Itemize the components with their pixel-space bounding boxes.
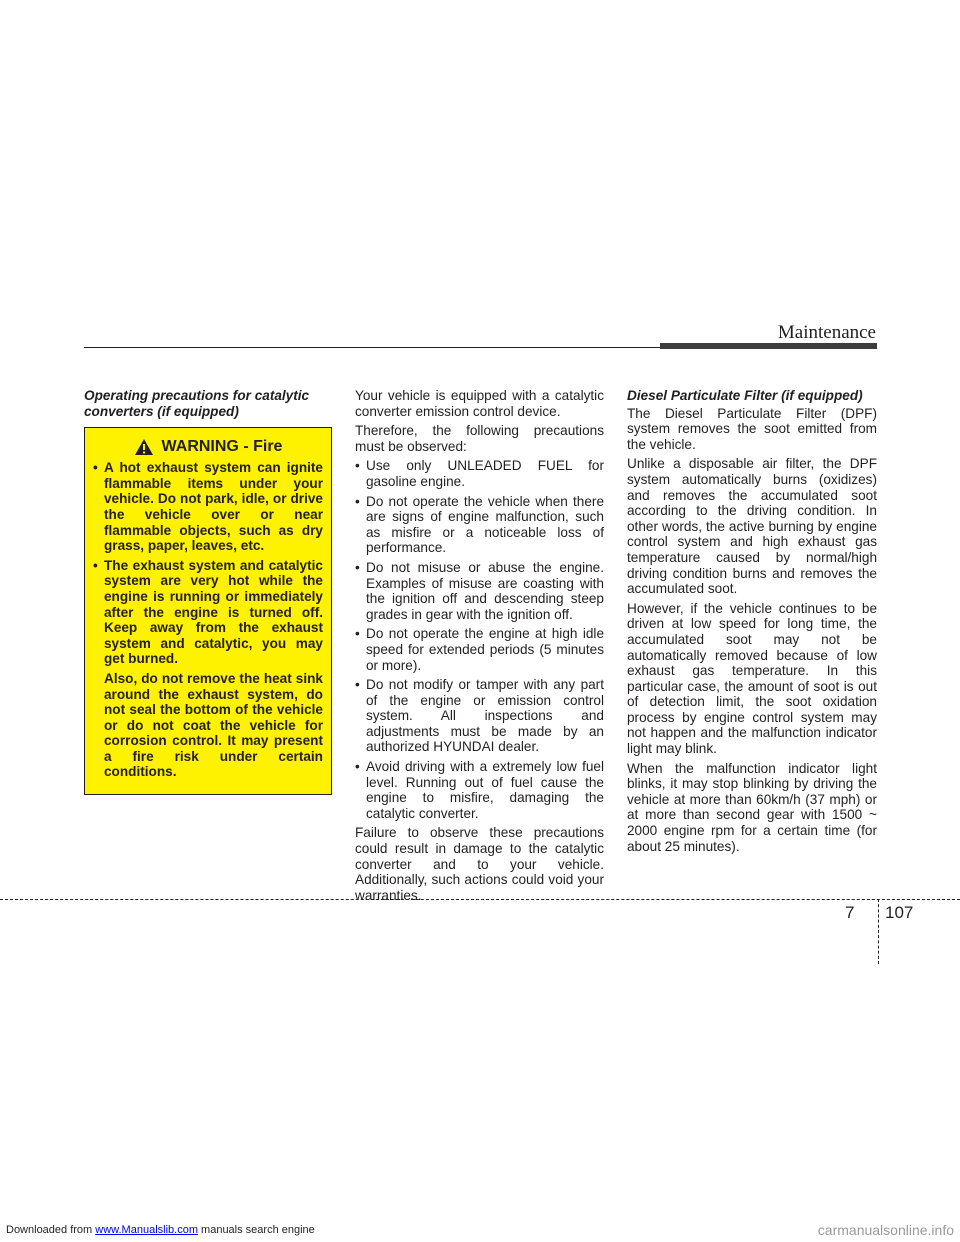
precautions-lead: Therefore, the following precautions must be observed: [355,423,604,454]
column-right [627,388,877,858]
list-item: • Do not misuse or abuse the engine. Examples of misuse are coasting with the ignition off and descending steep grades in gear with the ignition off. [355,560,604,622]
list-item: • Do not operate the vehicle when there are signs of engine malfunction, such as misfire or a noticeable loss of performance. [355,494,604,556]
catalytic-heading: Operating precautions for catalytic converters (if equipped) [84,388,310,419]
precautions-list [355,458,604,821]
header-rule-thick [660,343,877,349]
catalytic-intro: Your vehicle is equipped with a catalytic converter emission control device. [355,388,604,419]
warning-header [93,438,323,456]
list-item: • Do not modify or tamper with any part of the engine or emission control system. All inspections and adjustments must be made by an authorized HYUNDAI dealer. [355,677,604,755]
dpf-paragraph: Unlike a disposable air filter, the DPF system automatically burns (oxidizes) and removes the accumulated soot according to the driving condition. In other words, the active burning by engine control system and high exhaust gas temperature caused by normal/high driving condition burns and removes the accumulated soot. [627,456,877,597]
page-number: 107 [885,903,914,922]
warning-box [84,427,332,795]
list-item: • Use only UNLEADED FUEL for gasoline engine. [355,458,604,489]
dpf-paragraph: When the malfunction indicator light blinks, it may stop blinking by driving the vehicle at more than 60km/h (37 mph) or at more than second gear with 1500 ~ 2000 engine rpm for a certain time (for about 25 minutes). [627,760,877,854]
warning-item: • The exhaust system and catalytic system are very hot while the engine is running or immediately after the engine is turned off. Keep away from the exhaust system and catalytic, you may get burned. Also, do not remove the heat sink around the exhaust system, do not seal the bottom of the vehicle or do not coat the vehicle for corrosion control. It may present a fire risk under certain conditions. [93,558,323,780]
download-footer: Downloaded from www.Manualslib.com manuals search engine [6,1224,315,1236]
dpf-paragraph: The Diesel Particulate Filter (DPF) system removes the soot emitted from the vehicle. [627,405,877,452]
section-title: Maintenance [777,322,876,343]
chapter-number: 7 [845,903,855,922]
dpf-paragraph: However, if the vehicle continues to be driven at low speed for long time, the accumulated soot may not be automatically removed because of low exhaust gas temperature. In this particular case, the amount of soot is out of detection limit, the soot oxidation process by engine control system may not happen and the malfunction indicator light may blink. [627,600,877,757]
warning-extra: Also, do not remove the heat sink around the exhaust system, do not seal the bottom of the vehicle or do not coat the vehicle for corrosion control. It may present a fire risk under certain conditions. [104,670,323,780]
warning-type: Fire [253,438,283,456]
warning-triangle-icon [134,438,154,456]
precautions-closing: Failure to observe these precautions could result in damage to the catalytic converter and to your vehicle. Additionally, such actions could void your warranties. [355,825,604,903]
manualslib-link[interactable]: www.Manualslib.com [95,1224,198,1236]
watermark: carmanualsonline.info [817,1222,954,1238]
warning-list [93,460,323,780]
footer-dashed-rule [0,899,960,900]
footer-dashed-vertical [878,899,879,964]
column-middle [355,388,604,907]
column-left [84,388,332,795]
warning-item: • A hot exhaust system can ignite flammable items under your vehicle. Do not park, idle, or drive the vehicle over or near flammable objects, such as dry grass, paper, leaves, etc. [93,460,323,554]
header-rule-thin [84,347,660,348]
dpf-heading: Diesel Particulate Filter (if equipped) [627,388,863,403]
list-item: • Avoid driving with a extremely low fuel level. Running out of fuel cause the engine to misfire, damaging the catalytic converter. [355,759,604,821]
warning-label: WARNING [161,438,239,456]
warning-dash: - [238,438,254,456]
list-item: • Do not operate the engine at high idle speed for extended periods (5 minutes or more). [355,626,604,673]
